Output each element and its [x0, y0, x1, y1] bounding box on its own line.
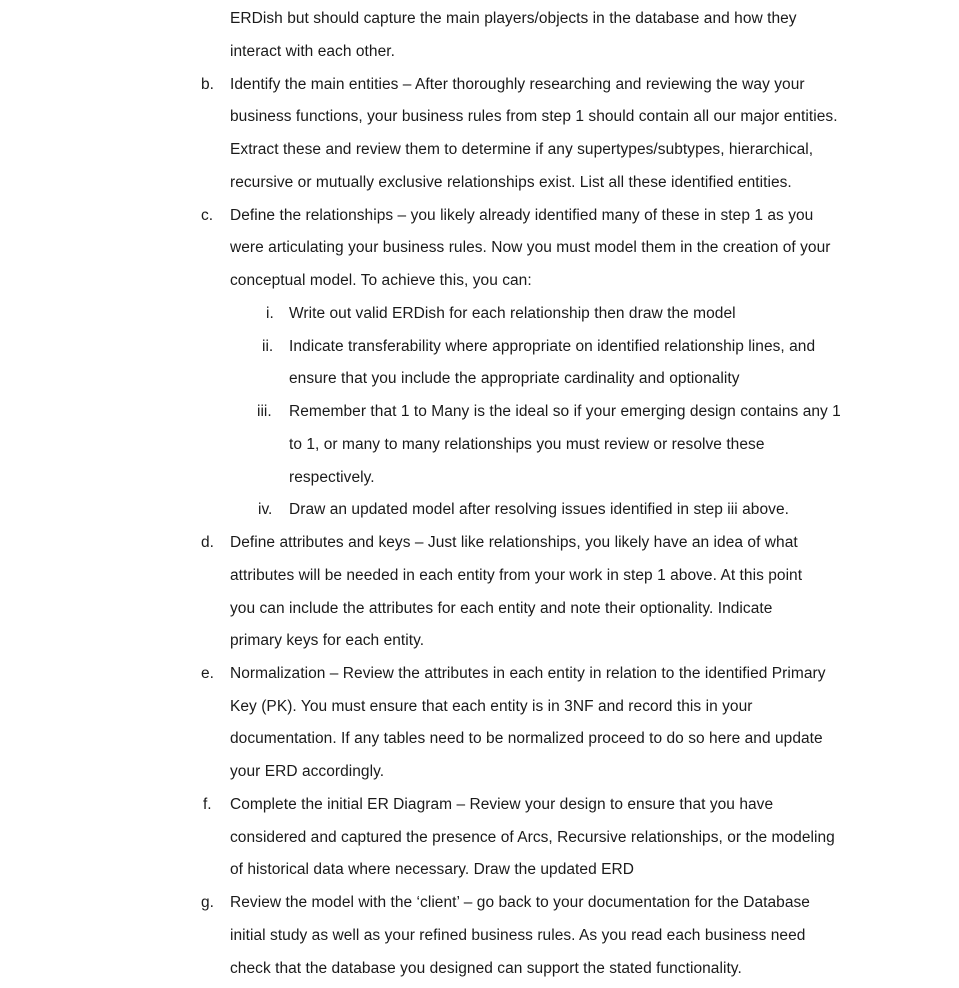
item-g-line-2: initial study as well as your refined business rules. As you read each business need: [230, 927, 806, 944]
item-e-line-1: Normalization – Review the attributes in each entity in relation to the identified Primary: [230, 665, 826, 682]
subitem-iii-marker: iii.: [257, 403, 272, 420]
item-d-line-2: attributes will be needed in each entity from your work in step 1 above. At this point: [230, 567, 803, 584]
subitem-iii-line-3: respectively.: [289, 469, 375, 486]
subitem-i-marker: i.: [266, 305, 274, 322]
subitem-ii-line-1: Indicate transferability where appropriate on identified relationship lines, and: [289, 338, 816, 355]
item-f-marker: f.: [203, 796, 212, 813]
item-c-marker: c.: [201, 207, 214, 224]
subitem-iii-line-2: to 1, or many to many relationships you must review or resolve these: [289, 436, 765, 453]
item-b-line-4: recursive or mutually exclusive relationships exist. List all these identified entities.: [230, 174, 792, 191]
item-d-line-4: primary keys for each entity.: [230, 632, 425, 649]
subitem-iii-line-1: Remember that 1 to Many is the ideal so if your emerging design contains any 1: [289, 403, 841, 420]
subitem-ii-marker: ii.: [262, 338, 274, 355]
item-b-line-2: business functions, your business rules from step 1 should contain all our major entities.: [230, 108, 838, 125]
item-c-line-1: Define the relationships – you likely already identified many of these in step 1 as you: [230, 207, 814, 224]
item-g-line-1: Review the model with the ‘client’ – go back to your documentation for the Database: [230, 894, 810, 911]
item-f-line-1: Complete the initial ER Diagram – Review your design to ensure that you have: [230, 796, 774, 813]
item-g-marker: g.: [201, 894, 214, 911]
item-c-line-2: were articulating your business rules. Now you must model them in the creation of your: [230, 239, 831, 256]
item-f-line-2: considered and captured the presence of Arcs, Recursive relationships, or the modeling: [230, 829, 835, 846]
item-e-line-4: your ERD accordingly.: [230, 763, 385, 780]
item-b-line-1: Identify the main entities – After thoroughly researching and reviewing the way your: [230, 76, 805, 93]
item-d-line-3: you can include the attributes for each entity and note their optionality. Indicate: [230, 600, 773, 617]
item-e-line-3: documentation. If any tables need to be normalized proceed to do so here and update: [230, 730, 823, 747]
subitem-i-line-1: Write out valid ERDish for each relationship then draw the model: [289, 305, 736, 322]
item-b-line-3: Extract these and review them to determine if any supertypes/subtypes, hierarchical,: [230, 141, 814, 158]
item-e-marker: e.: [201, 665, 214, 682]
item-d-line-1: Define attributes and keys – Just like relationships, you likely have an idea of what: [230, 534, 798, 551]
continuation-line-1: ERDish but should capture the main players/objects in the database and how they: [230, 10, 797, 27]
subitem-iv-marker: iv.: [258, 501, 273, 518]
item-b-marker: b.: [201, 76, 214, 93]
item-c-line-3: conceptual model. To achieve this, you can:: [230, 272, 532, 289]
item-f-line-3: of historical data where necessary. Draw the updated ERD: [230, 861, 634, 878]
item-g-line-3: check that the database you designed can support the stated functionality.: [230, 960, 742, 977]
continuation-line-2: interact with each other.: [230, 43, 395, 60]
subitem-iv-line-1: Draw an updated model after resolving issues identified in step iii above.: [289, 501, 789, 518]
item-d-marker: d.: [201, 534, 214, 551]
item-e-line-2: Key (PK). You must ensure that each entity is in 3NF and record this in your: [230, 698, 753, 715]
subitem-ii-line-2: ensure that you include the appropriate cardinality and optionality: [289, 370, 740, 387]
